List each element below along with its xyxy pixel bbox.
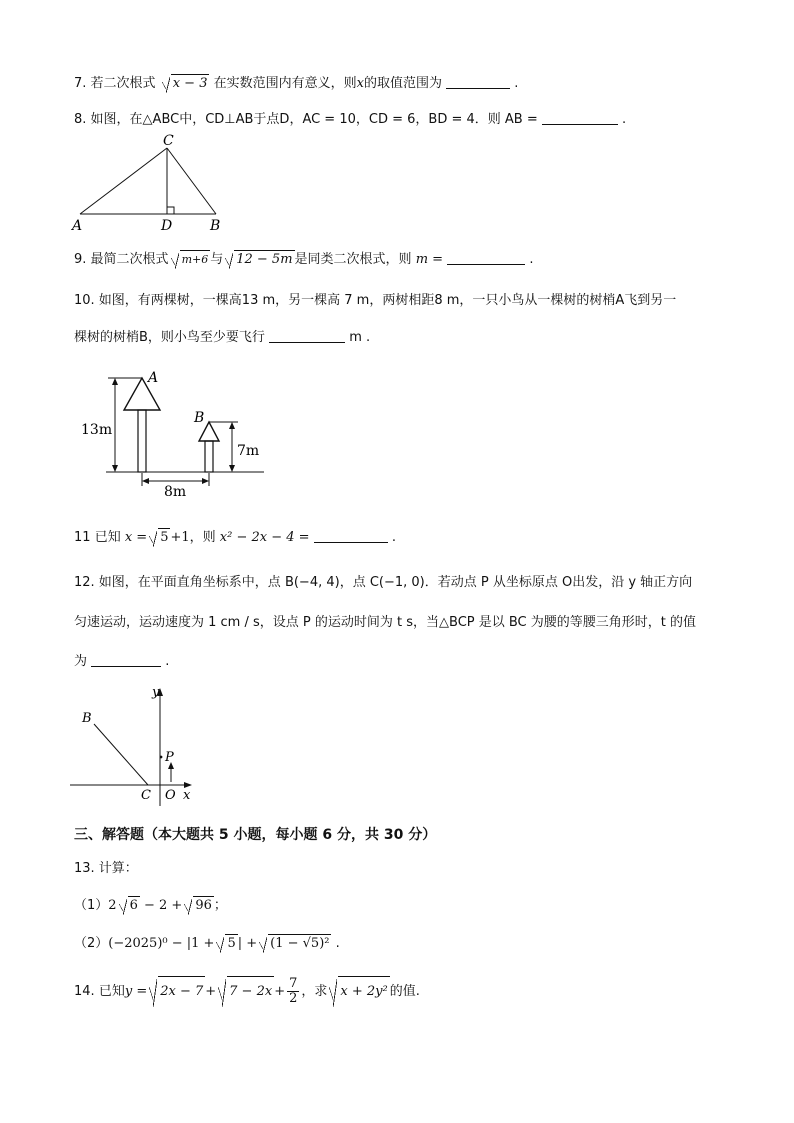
q11-expr-3: x² − 2x − 4 = [219, 530, 310, 545]
q14-plus-1: + [205, 984, 217, 999]
question-12-line-2: 匀速运动，运动速度为 1 cm / s，设点 P 的运动时间为 t s，当△BCP 是以 BC 为腰的等腰三角形时，t 的值 [74, 615, 697, 630]
q7-text-post: 在实数范围内有意义，则 [213, 76, 357, 91]
q13-p1-radical-1 [119, 896, 140, 915]
question-11 [74, 528, 396, 547]
question-9 [74, 250, 533, 269]
q12-label-x: x [183, 788, 191, 803]
q10-height-a-arrowhead-bottom [112, 465, 118, 472]
q13-p2-label: （2） [74, 936, 109, 951]
question-13-heading: 13. 计算： [74, 861, 138, 876]
q13-p1-radical-2 [184, 896, 214, 915]
q12-segment-bc [94, 724, 148, 785]
q13-p2-radical-1 [216, 934, 237, 953]
q11-answer-blank [314, 528, 388, 543]
q7-text-post2: 的取值范围为 [363, 76, 442, 91]
q8-triangle-figure [70, 132, 240, 234]
q14-radicand-2: 7 − 2x [227, 976, 274, 1007]
q12-label-y: y [152, 685, 160, 700]
question-7 [74, 74, 518, 93]
question-12-line-1: 12. 如图，在平面直角坐标系中，点 B(−4, 4)，点 C(−1, 0)．若动点 P 从坐标原点 O出发，沿 y 轴正方向 [74, 575, 693, 590]
q9-radicand-1: m+6 [180, 250, 211, 269]
q13-p1-radicand-1: 6 [129, 898, 138, 913]
q8-number: 8. [74, 112, 87, 127]
q14-fraction-numerator: 7 [289, 976, 298, 991]
q13-p1-label: （1） [74, 898, 109, 913]
q14-plus-2: + [274, 984, 286, 999]
question-10-line-1: 10. 如图，有两棵树，一棵高13 m，另一棵高 7 m，两树相距8 m，一只小鸟从一棵树的树梢A飞到另一 [74, 293, 677, 308]
q9-var: m = [415, 252, 444, 267]
q10-label-8m: 8m [164, 484, 187, 500]
q8-answer-blank [542, 110, 618, 125]
q10-height-a-arrowhead-top [112, 378, 118, 385]
q13-p2-radicand-2: (1 − √5)² [270, 936, 330, 951]
q14-text-post: 的值. [389, 984, 420, 999]
q12-coordinate-figure [70, 682, 200, 806]
q8-label-c: C [163, 133, 174, 149]
question-14 [74, 976, 420, 1007]
q13-p2-expr-b: | + [237, 936, 258, 951]
q8-text: 如图，在△ABC中，CD⊥AB于点D，AC = 10，CD = 6，BD = 4．则 AB = [90, 112, 538, 127]
q7-text-pre: 若二次根式 [90, 76, 156, 91]
question-10-line-2 [74, 328, 370, 347]
q13-p2-end: . [335, 936, 340, 951]
q10-label-a: A [148, 370, 159, 386]
q12-answer-blank [91, 652, 161, 667]
q12-label-c: C [141, 788, 151, 803]
q10-height-b-arrowhead-bottom [229, 465, 235, 472]
q14-radical-1 [149, 976, 205, 1007]
q13-p1-coef: 2 [108, 898, 117, 913]
q7-radicand: x − 3 [172, 76, 208, 91]
q7-radical [162, 74, 210, 93]
q10-text: 棵树的树梢B，则小鸟至少要飞行 [74, 330, 265, 345]
q9-radical-2 [225, 250, 294, 269]
q10-label-7m: 7m [237, 443, 260, 459]
q7-number: 7. [74, 76, 87, 91]
q9-radicand-2: 12 − 5m [236, 252, 293, 267]
q8-end: . [622, 112, 627, 127]
q8-label-b: B [210, 218, 221, 234]
q14-y: y = [124, 984, 148, 999]
q8-right-angle-mark [167, 207, 174, 214]
q10-unit: m . [349, 330, 371, 345]
q11-text-pre: 已知 [94, 530, 121, 545]
q10-label-13m: 13m [81, 422, 113, 438]
q10-tree-a-trunk [138, 410, 146, 472]
q13-p1-op: − 2 + [143, 898, 183, 913]
q9-text-post: 是同类二次根式，则 [294, 252, 412, 267]
q8-side-ac [80, 148, 167, 214]
q13-p2-expr-a: (−2025)⁰ − |1 + [108, 936, 215, 951]
q10-distance-arrowhead-right [202, 478, 209, 484]
q11-expr-2: +1，则 [170, 530, 216, 545]
q10-answer-blank [269, 328, 345, 343]
section-3-heading: 三、解答题（本大题共 5 小题，每小题 6 分，共 30 分） [74, 827, 437, 843]
q14-radicand-1: 2x − 7 [158, 976, 205, 1007]
q13-p1-end: ； [213, 898, 227, 913]
q14-text-mid: ，求 [301, 984, 328, 999]
q13-p2-radicand-1: 5 [227, 936, 236, 951]
q10-trees-figure [78, 362, 278, 502]
q9-text-pre: 最简二次根式 [90, 252, 169, 267]
q9-text-mid: 与 [210, 252, 224, 267]
q14-radical-2 [218, 976, 274, 1007]
q7-answer-blank [446, 74, 510, 89]
q11-radical [149, 528, 170, 547]
question-13-part-1 [74, 896, 227, 915]
q11-expr-1: x = [124, 530, 148, 545]
q12-label-p: P [165, 750, 174, 765]
q12-label-o: O [165, 788, 176, 803]
q8-side-cb [167, 148, 216, 214]
q14-number: 14. [74, 984, 95, 999]
q9-answer-blank [447, 250, 525, 265]
q14-text-pre: 已知 [98, 984, 125, 999]
q7-var: x [356, 76, 364, 91]
q12-text: 为 [74, 654, 88, 669]
question-8 [74, 110, 626, 129]
q11-number: 11 [74, 530, 91, 545]
q12-point-p [160, 756, 163, 759]
q10-tree-b-trunk [205, 441, 213, 472]
q14-fraction [287, 977, 299, 1006]
q12-end: . [165, 654, 170, 669]
q10-label-b: B [194, 410, 205, 426]
q14-radical-3 [329, 976, 389, 1007]
q10-height-b-arrowhead-top [229, 422, 235, 429]
q11-end: . [391, 530, 396, 545]
q14-fraction-denominator: 2 [289, 991, 298, 1006]
q9-radical-1 [171, 250, 211, 269]
q10-distance-arrowhead-left [142, 478, 149, 484]
q9-number: 9. [74, 252, 87, 267]
q8-label-d: D [161, 218, 173, 234]
q13-p2-radical-2 [259, 934, 331, 953]
q13-p1-radicand-2: 96 [195, 898, 212, 913]
q12-label-b: B [82, 711, 92, 726]
question-12-line-3 [74, 652, 169, 671]
q7-end: . [514, 76, 519, 91]
question-13-part-2 [74, 934, 340, 953]
q9-end: . [529, 252, 534, 267]
q11-radicand: 5 [160, 530, 169, 545]
q8-label-a: A [72, 218, 83, 234]
q14-radicand-3: x + 2y² [338, 976, 389, 1007]
